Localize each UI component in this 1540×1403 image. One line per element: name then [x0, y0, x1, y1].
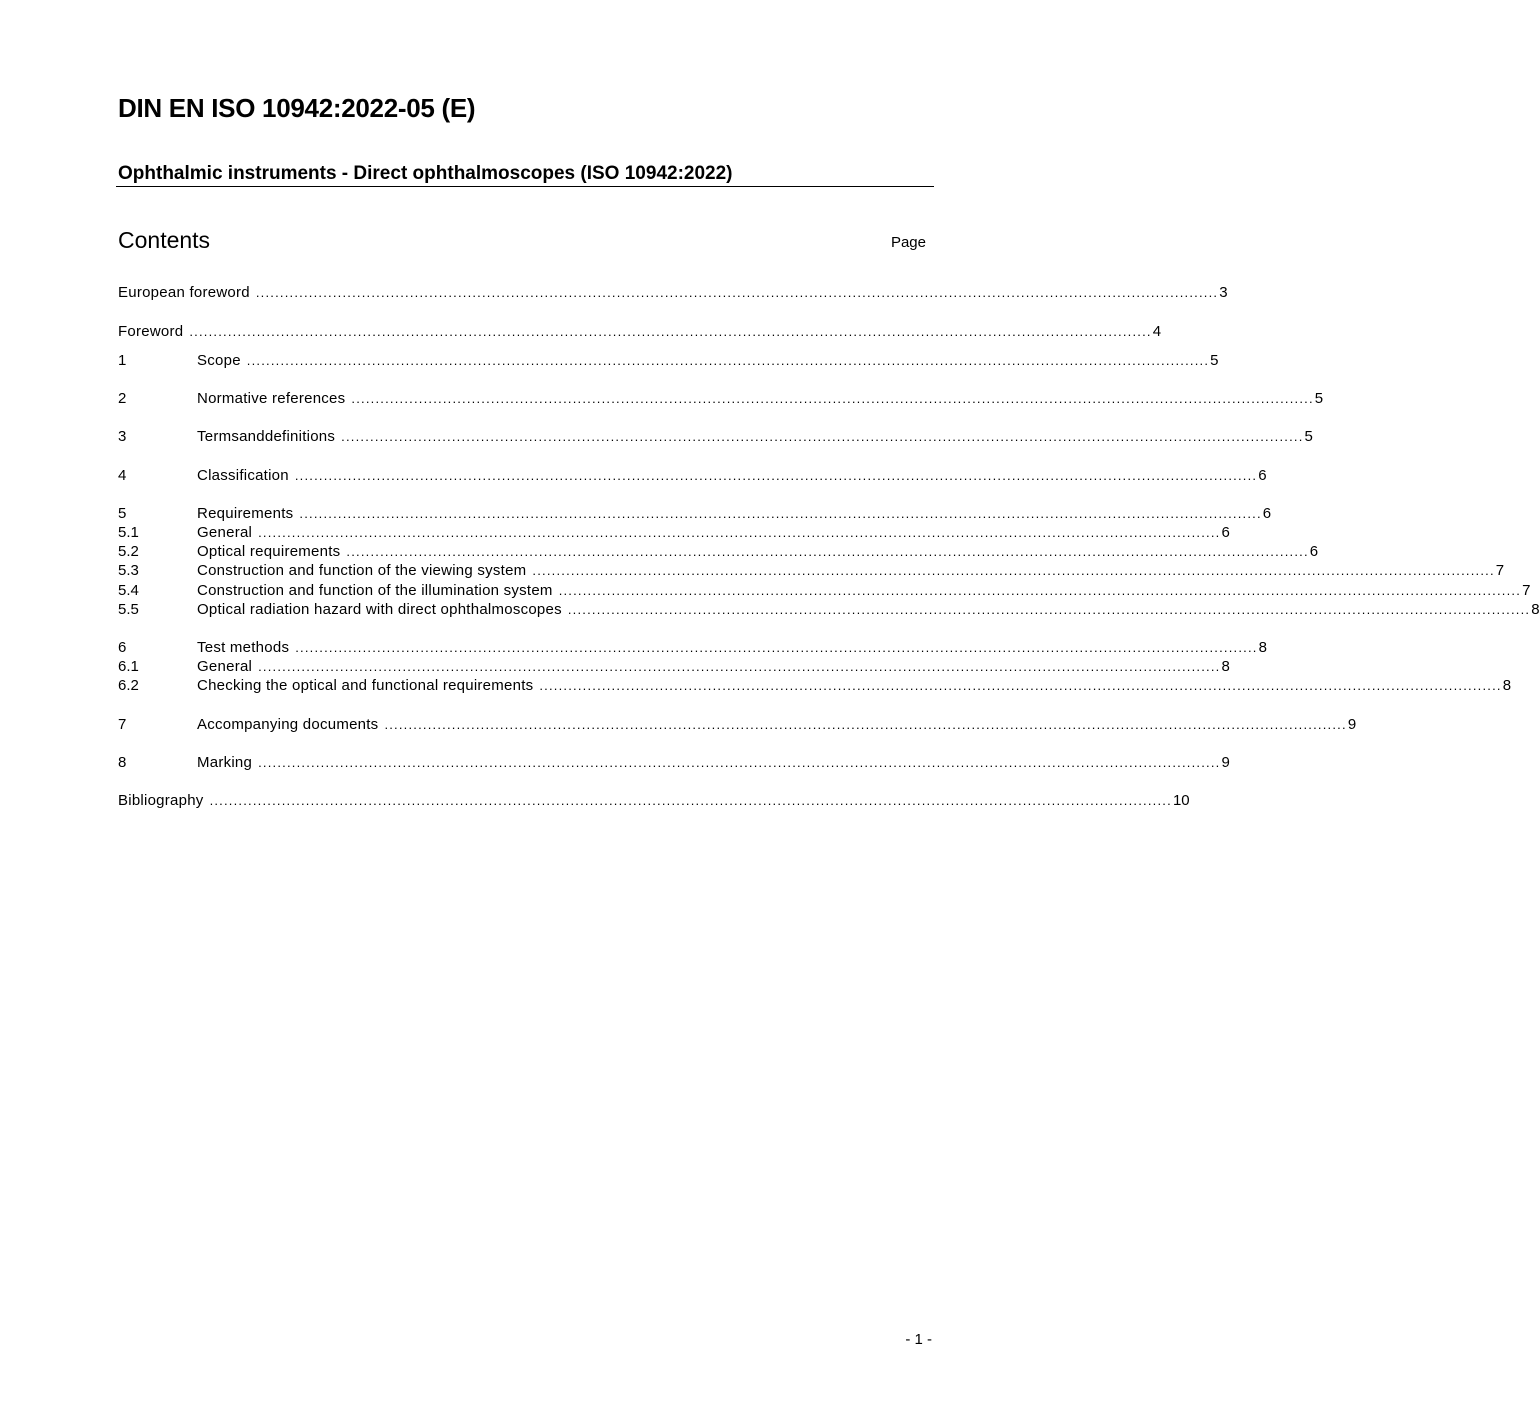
- page-number: - 1 -: [905, 1331, 932, 1348]
- toc-entry[interactable]: [118, 676, 1512, 695]
- toc-dot-leader: ........................................................................................................................................................................................................: [258, 525, 1221, 540]
- document-subtitle: Ophthalmic instruments - Direct ophthalmoscopes (ISO 10942:2022): [118, 163, 733, 184]
- toc-dot-leader: ........................................................................................................................................................................................................: [567, 602, 1531, 617]
- toc-entry-label: Optical radiation hazard with direct ophthalmoscopes: [197, 601, 562, 618]
- toc-entry-label: Foreword: [118, 323, 184, 340]
- contents-heading: Contents: [118, 227, 211, 253]
- toc-entry[interactable]: [118, 283, 1228, 302]
- toc-entry-page: 6: [1221, 524, 1230, 541]
- toc-entry[interactable]: [118, 351, 1219, 370]
- toc-entry-number: 6.2: [118, 677, 139, 694]
- page-column-label: Page: [890, 234, 926, 251]
- toc-entry-label: Optical requirements: [197, 543, 341, 560]
- toc-entry[interactable]: [118, 791, 1190, 810]
- toc-entry-label: General: [197, 524, 253, 541]
- toc-entry-page: 8: [1258, 639, 1267, 656]
- toc-dot-leader: ........................................................................................................................................................................................................: [532, 563, 1495, 578]
- toc-dot-leader: ........................................................................................................................................................................................................: [246, 353, 1210, 368]
- toc-entry[interactable]: [118, 504, 1272, 523]
- toc-entry-page: 8: [1531, 601, 1540, 618]
- toc-entry-number: 3: [118, 428, 127, 445]
- toc-entry-label: Marking: [197, 754, 253, 771]
- toc-entry-number: 5.1: [118, 524, 139, 541]
- toc-entry-label: Scope: [197, 352, 241, 369]
- toc-dot-leader: ........................................................................................................................................................................................................: [255, 285, 1219, 300]
- toc-entry-page: 7: [1495, 562, 1505, 579]
- toc-entry-label: Accompanying documents: [197, 716, 379, 733]
- toc-entry-number: 5.4: [118, 582, 139, 599]
- toc-entry-number: 6: [118, 639, 127, 656]
- toc-dot-leader: ........................................................................................................................................................................................................: [539, 678, 1502, 693]
- toc-entry-page: 4: [1152, 323, 1162, 340]
- toc-entry-label: Checking the optical and functional requirements: [197, 677, 534, 694]
- toc-entry-label: Classification: [197, 467, 289, 484]
- toc-dot-leader: ........................................................................................................................................................................................................: [294, 468, 1258, 483]
- toc-entry-number: 5.2: [118, 543, 139, 560]
- toc-entry-number: 7: [118, 716, 127, 733]
- toc-dot-leader: ........................................................................................................................................................................................................: [209, 793, 1172, 808]
- toc-entry-page: 5: [1210, 352, 1219, 369]
- toc-entry-page: 7: [1522, 582, 1531, 599]
- toc-dot-leader: ........................................................................................................................................................................................................: [299, 506, 1262, 521]
- toc-entry-label: Requirements: [197, 505, 294, 522]
- toc-entry-page: 6: [1258, 467, 1267, 484]
- toc-entry-label: Construction and function of the illumination system: [197, 582, 553, 599]
- toc-entry-page: 6: [1262, 505, 1272, 522]
- toc-entry-label: European foreword: [118, 284, 250, 301]
- toc-entry[interactable]: [118, 638, 1267, 657]
- toc-entry-number: 1: [118, 352, 127, 369]
- toc-entry-page: 3: [1219, 284, 1228, 301]
- toc-entry[interactable]: [118, 322, 1162, 341]
- toc-dot-leader: ........................................................................................................................................................................................................: [295, 640, 1258, 655]
- toc-entry[interactable]: [118, 561, 1505, 580]
- toc-dot-leader: ........................................................................................................................................................................................................: [341, 429, 1304, 444]
- toc-entry-page: 5: [1304, 428, 1313, 445]
- document-title: DIN EN ISO 10942:2022-05 (E): [118, 93, 476, 123]
- toc-entry-page: 8: [1502, 677, 1512, 694]
- toc-entry-label: Normative references: [197, 390, 346, 407]
- toc-entry-page: 9: [1221, 754, 1230, 771]
- toc-entry[interactable]: [118, 753, 1230, 772]
- toc-entry-label: Termsanddefinitions: [197, 428, 336, 445]
- toc-entry[interactable]: [118, 715, 1357, 734]
- toc-entry[interactable]: [118, 427, 1313, 446]
- toc-entry-page: 10: [1172, 792, 1190, 809]
- toc-entry-page: 5: [1314, 390, 1324, 407]
- toc-entry-number: 2: [118, 390, 127, 407]
- toc-entry-number: 5: [118, 505, 127, 522]
- toc-dot-leader: ........................................................................................................................................................................................................: [258, 659, 1221, 674]
- toc-dot-leader: ........................................................................................................................................................................................................: [384, 717, 1347, 732]
- toc-entry-page: 8: [1221, 658, 1230, 675]
- toc-entry[interactable]: [118, 600, 1540, 619]
- toc-entry-number: 4: [118, 467, 127, 484]
- toc-entry[interactable]: [118, 581, 1531, 600]
- toc-dot-leader: ........................................................................................................................................................................................................: [558, 583, 1522, 598]
- toc-dot-leader: ........................................................................................................................................................................................................: [351, 391, 1314, 406]
- toc-entry[interactable]: [118, 657, 1230, 676]
- toc-entry[interactable]: [118, 466, 1267, 485]
- toc-entry-label: Construction and function of the viewing system: [197, 562, 527, 579]
- toc-dot-leader: ........................................................................................................................................................................................................: [258, 755, 1221, 770]
- toc-entry-number: 6.1: [118, 658, 139, 675]
- toc-dot-leader: ........................................................................................................................................................................................................: [346, 544, 1309, 559]
- toc-entry[interactable]: [118, 389, 1324, 408]
- toc-entry[interactable]: [118, 523, 1230, 542]
- toc-entry[interactable]: [118, 542, 1319, 561]
- toc-entry-number: 5.5: [118, 601, 139, 618]
- toc-entry-number: 5.3: [118, 562, 139, 579]
- toc-entry-number: 8: [118, 754, 127, 771]
- toc-entry-page: 6: [1309, 543, 1319, 560]
- toc-entry-label: Bibliography: [118, 792, 204, 809]
- toc-entry-page: 9: [1347, 716, 1357, 733]
- toc-dot-leader: ........................................................................................................................................................................................................: [189, 324, 1152, 339]
- toc-entry-label: Test methods: [197, 639, 290, 656]
- toc-entry-label: General: [197, 658, 253, 675]
- subtitle-underline: [116, 186, 934, 187]
